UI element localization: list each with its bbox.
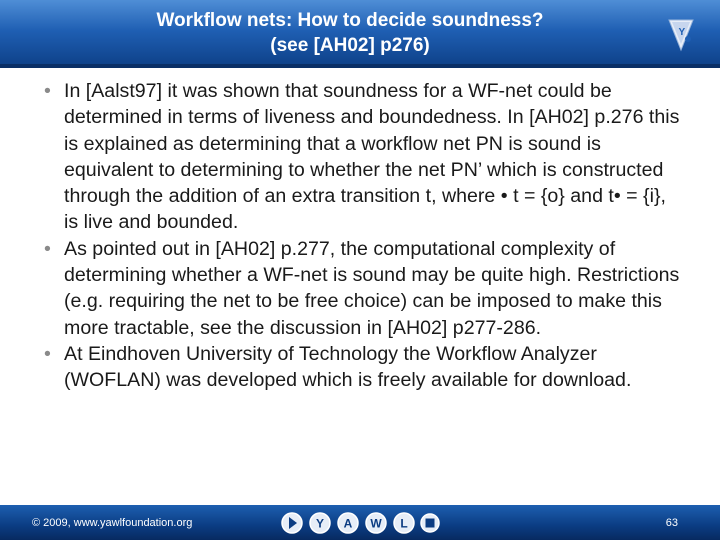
slide-title-line-2: (see [AH02] p276): [270, 35, 430, 56]
bullet-text: As pointed out in [AH02] p.277, the computational complexity of determining whether a WF-net is sound may be quite high. Restrictions (e.g. requiring the net to be free choice) can be imposed to make this more tractable, see the discussion in [AH02] p277-286.: [64, 237, 680, 339]
nav-l-button[interactable]: [394, 513, 414, 533]
slide-title: [40, 8, 660, 58]
bullet-list: [40, 78, 680, 394]
stop-nav-icon[interactable]: [421, 514, 439, 532]
nav-l-label: L: [400, 516, 408, 531]
svg-text:Y: Y: [678, 27, 686, 38]
header-divider: [0, 64, 720, 68]
bullet-dot-icon: •: [44, 80, 51, 102]
nav-bar: [280, 511, 440, 535]
nav-w-button[interactable]: [366, 513, 386, 533]
bullet-text: In [Aalst97] it was shown that soundness for a WF-net could be determined in terms of liveness and boundedness. In [AH02] p.276 this is explained as determining that a workflow net PN is sound is equivalent to determining to whether the net PN’ which is constructed through the addition of an extra transition t, where • t = {o} and t• = {i}, is live and bounded.: [64, 80, 680, 234]
slide-title-line-1: Workflow nets: How to decide soundness?: [156, 10, 544, 31]
nav-a-label: A: [343, 516, 353, 531]
nav-y-label: Y: [315, 516, 325, 531]
bullet-dot-icon: •: [44, 342, 51, 365]
slide-header: [0, 0, 720, 68]
yawl-logo-icon: [666, 18, 696, 52]
copyright-text: © 2009, www.yawlfoundation.org: [32, 517, 193, 529]
slide-footer: [0, 505, 720, 540]
nav-a-button[interactable]: [338, 513, 358, 533]
bullet-item: [40, 78, 680, 236]
bullet-text: At Eindhoven University of Technology the Workflow Analyzer (WOFLAN) was developed which is freely available for download.: [64, 342, 632, 392]
bullet-item: [40, 341, 680, 394]
nav-w-label: W: [370, 516, 382, 531]
nav-y-button[interactable]: [310, 513, 330, 533]
page-number: 63: [665, 517, 678, 529]
play-nav-icon[interactable]: [282, 513, 302, 533]
bullet-dot-icon: •: [44, 237, 51, 260]
bullet-item: [40, 236, 680, 341]
